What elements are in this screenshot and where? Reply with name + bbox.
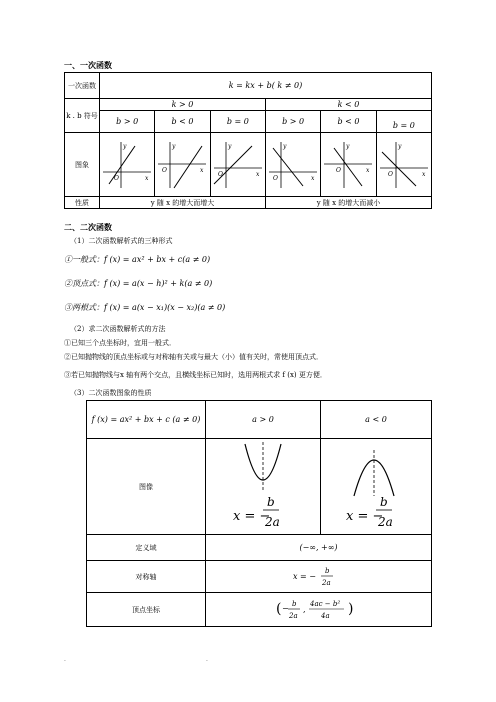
property-increasing: y 随 x 的增大而增大 [100, 197, 266, 209]
svg-text:4ac − b²: 4ac − b² [309, 599, 340, 608]
parabola-down-graph [326, 440, 426, 532]
axis-x-label: x [311, 174, 315, 182]
svg-text:−: − [281, 603, 289, 613]
graph-k-neg-b-neg [321, 133, 376, 197]
b-label-5: b < 0 [321, 111, 376, 133]
origin-label: O [336, 166, 342, 174]
axis-y-label: y [346, 142, 350, 150]
method-2: ②已知抛物线的顶点坐标或与对称轴有关或与最大（小）值有关时，常使用顶点式． [64, 353, 323, 361]
svg-text:b: b [380, 494, 388, 509]
parabola-up-graph [213, 440, 313, 532]
origin-label: O [114, 174, 120, 182]
subheading-properties: （3）二次函数图象的性质 [70, 389, 152, 397]
footer-left: . [64, 656, 66, 663]
svg-text:4a: 4a [320, 611, 330, 620]
graph-k-pos-b-neg [155, 133, 210, 197]
row-header-func: 一次函数 [65, 73, 100, 99]
quadratic-properties-table [86, 400, 432, 627]
footer-right: . [206, 656, 208, 663]
section1-title: 一、一次函数 [64, 61, 112, 70]
form-general: ①一般式：f (x) = ax² + bx + c(a ≠ 0) [64, 255, 211, 264]
origin-label: O [217, 170, 223, 178]
axis-x-label: x [421, 170, 426, 178]
graph-k-neg-b-zero [376, 133, 431, 197]
svg-text:b: b [291, 599, 296, 608]
linear-function-table [64, 72, 432, 209]
axis-x-label: x [255, 170, 260, 178]
svg-text:2a: 2a [321, 578, 331, 587]
svg-text:x = −: x = − [233, 508, 271, 524]
axis-x-label: x [200, 166, 204, 174]
origin-label: O [387, 170, 393, 178]
property-decreasing: y 随 x 的增大而减小 [265, 197, 431, 209]
subheading-methods: （2）求二次函数解析式的方法 [70, 325, 166, 333]
row-header-kb: k . b 符号 [65, 99, 100, 133]
domain-value: (−∞, +∞) [206, 535, 432, 561]
axis-y-label: y [283, 142, 287, 150]
row-vertex: 顶点坐标 [87, 593, 206, 627]
section2-title: 二、二次函数 [64, 223, 112, 232]
origin-label: O [273, 174, 279, 182]
svg-text:,: , [302, 604, 306, 614]
k-positive: k > 0 [100, 99, 266, 111]
row-header-graph: 图象 [65, 133, 100, 197]
axis-x-label: x [145, 174, 149, 182]
svg-text:b: b [324, 566, 329, 575]
form-roots: ③两根式：f (x) = a(x − x₁)(x − x₂)(a ≠ 0) [64, 303, 226, 312]
graph-k-pos-b-pos [100, 133, 155, 197]
b-label-4: b > 0 [265, 111, 320, 133]
b-label-3: b = 0 [210, 111, 265, 133]
origin-label: O [162, 166, 168, 174]
graph-k-pos-b-zero [210, 133, 265, 197]
row-header-prop: 性质 [65, 197, 100, 209]
svg-text:2a: 2a [378, 514, 393, 529]
method-3: ③若已知抛物线与x 轴有两个交点，且横线坐标已知时，选用两根式求 f (x) 更方便． [64, 371, 327, 379]
subheading-forms: （1）二次函数解析式的三种形式 [70, 237, 173, 245]
svg-text:(: ( [275, 600, 281, 617]
svg-text:x = −: x = − [346, 508, 384, 524]
b-label-1: b > 0 [100, 111, 155, 133]
row-domain: 定义域 [87, 535, 206, 561]
method-1: ①已知三个点坐标时，宜用一般式． [64, 339, 176, 347]
vertex-value [206, 593, 432, 627]
parabola-up-cell [206, 439, 321, 535]
b-label-6: b = 0 [376, 111, 431, 133]
axis-y-label: y [123, 142, 127, 150]
linear-formula: k = kx + b( k ≠ 0) [100, 73, 432, 99]
axis-y-label: y [397, 142, 402, 150]
svg-text:x = −: x = − [292, 571, 316, 581]
quadratic-header: f (x) = ax² + bx + c (a ≠ 0) [87, 401, 206, 439]
svg-text:2a: 2a [265, 514, 280, 529]
a-negative: a < 0 [321, 401, 432, 439]
row-axis: 对称轴 [87, 561, 206, 593]
axis-x-label: x [366, 166, 370, 174]
svg-text:): ) [347, 600, 353, 617]
svg-text:b: b [267, 494, 275, 509]
axis-value [206, 561, 432, 593]
a-positive: a > 0 [206, 401, 321, 439]
axis-y-label: y [227, 142, 232, 150]
parabola-down-cell [321, 439, 432, 535]
svg-text:2a: 2a [288, 611, 298, 620]
form-vertex: ②顶点式：f (x) = a(x − h)² + k(a ≠ 0) [64, 279, 213, 288]
axis-y-label: y [172, 142, 176, 150]
row-graph: 图像 [87, 439, 206, 535]
k-negative: k < 0 [265, 99, 431, 111]
graph-k-neg-b-pos [265, 133, 320, 197]
b-label-2: b < 0 [155, 111, 210, 133]
